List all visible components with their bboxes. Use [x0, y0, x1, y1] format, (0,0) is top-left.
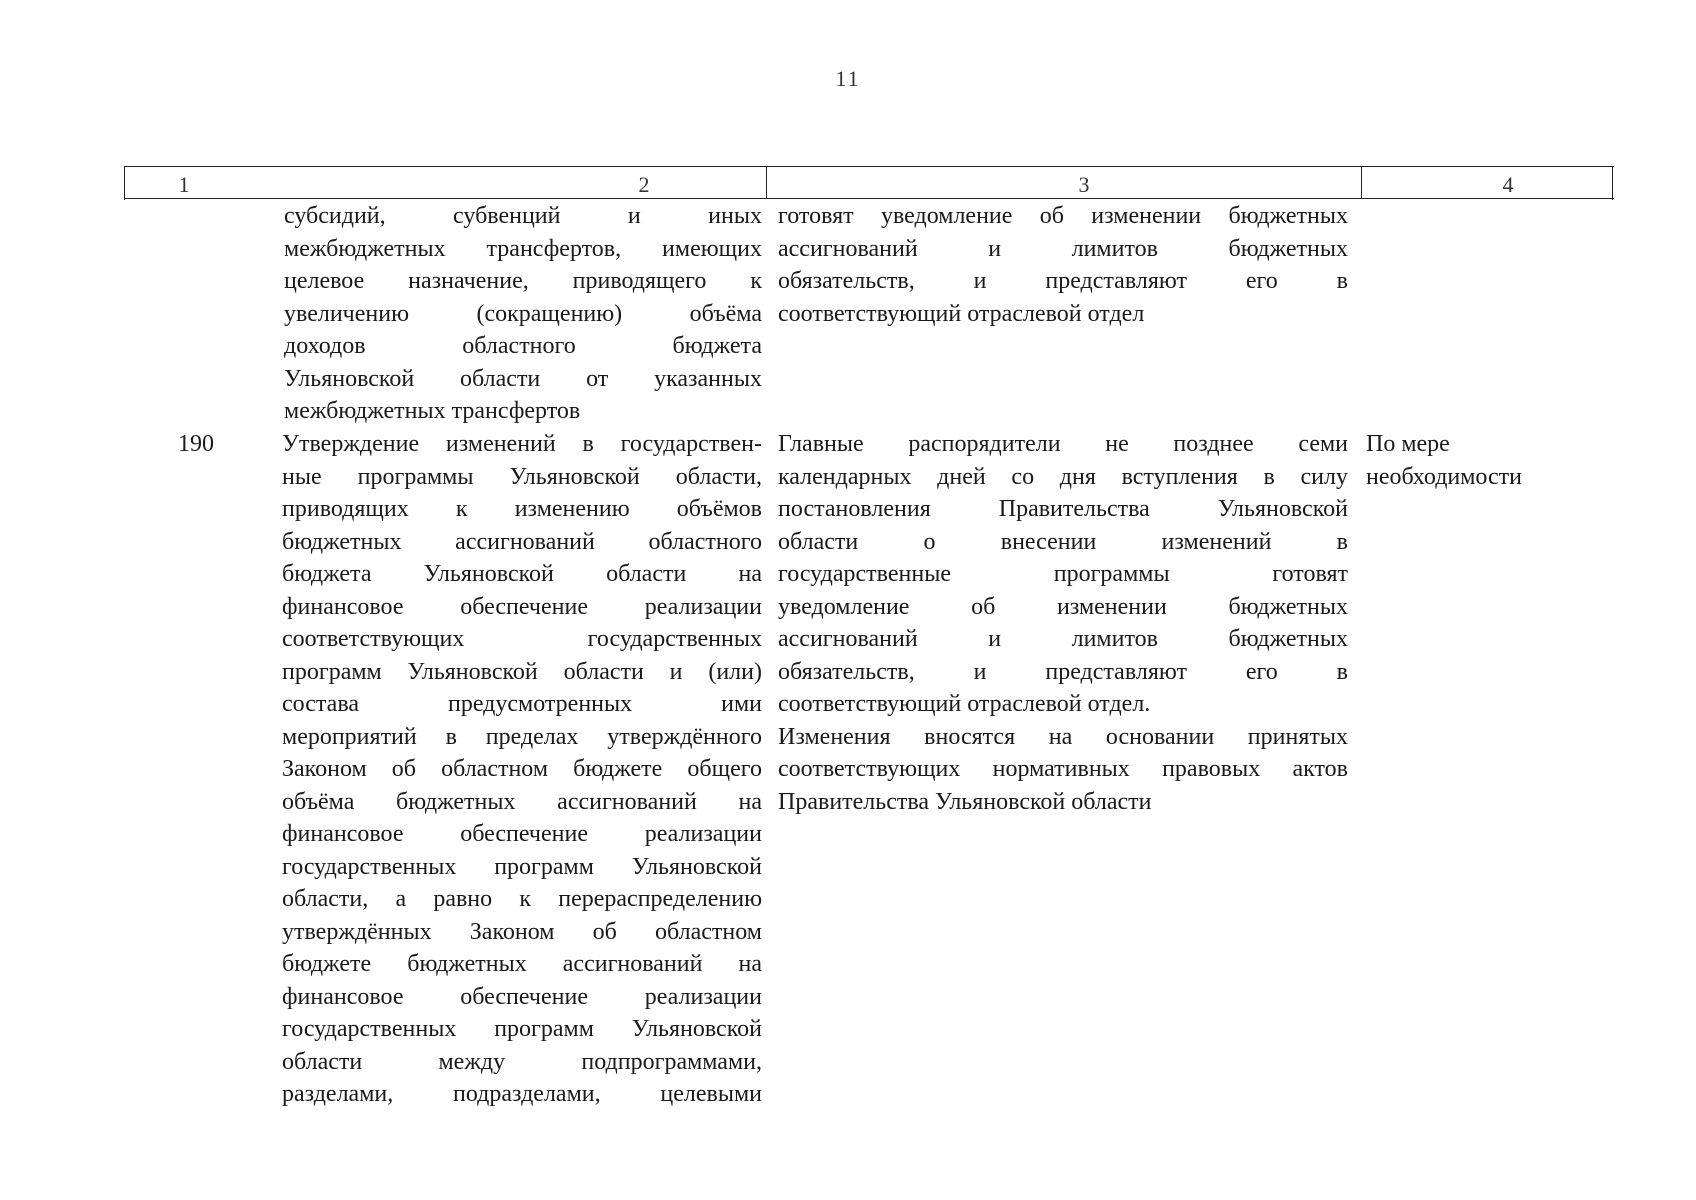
header-col-3: 3 [1078, 172, 1090, 197]
header-left-border [124, 166, 125, 200]
table-header-row [124, 166, 1614, 198]
text-line: финансовое обеспечение реализации [282, 983, 762, 1010]
text-line: обязательств, и представляют его в [778, 658, 1348, 685]
text-line: мероприятий в пределах утверждённого [282, 723, 762, 750]
text-line: соответствующий отраслевой отдел. [778, 691, 1151, 717]
text-line: увеличению (сокращению) объёма [284, 300, 762, 327]
page-number: 11 [835, 66, 861, 91]
text-line: области между подпрограммами, [282, 1048, 762, 1075]
row-190-col2 [282, 428, 762, 1111]
text-line: состава предусмотренных ими [282, 691, 762, 717]
text-line: соответствующих государственных [282, 626, 762, 652]
text-line: целевое назначение, приводящего к [284, 268, 762, 294]
text-line: обязательств, и представляют его в [778, 268, 1348, 294]
text-line: субсидий, субвенций и иных [284, 203, 762, 229]
text-line: государственные программы готовят [778, 561, 1348, 587]
text-line: соответствующий отраслевой отдел [778, 300, 1145, 327]
text-line: государственных программ Ульяновской [282, 1016, 762, 1042]
header-bottom-border [124, 198, 1614, 199]
text-line: необходимости [1366, 463, 1523, 490]
header-divider-2-3 [766, 166, 767, 198]
continued-row-col3 [778, 200, 1348, 330]
header-divider-3-4 [1361, 166, 1362, 198]
header-col-1: 1 [178, 172, 190, 197]
text-line: Главные распорядители не позднее семи [778, 431, 1348, 457]
header-top-border [124, 166, 1614, 167]
text-line: приводящих к изменению объёмов [282, 496, 762, 522]
text-line: уведомление об изменении бюджетных [778, 593, 1348, 620]
text-line: Ульяновской области от указанных [284, 365, 762, 392]
text-line: объёма бюджетных ассигнований на [282, 788, 762, 815]
text-line: бюджете бюджетных ассигнований на [282, 951, 762, 977]
row-190-col3 [778, 428, 1348, 818]
text-line: бюджета Ульяновской области на [282, 561, 762, 587]
text-line: Правительства Ульяновской области [778, 788, 1152, 815]
continued-row-col2 [284, 200, 762, 428]
text-line: ассигнований и лимитов бюджетных [778, 626, 1348, 652]
text-line: утверждённых Законом об областном [282, 918, 762, 945]
text-line: финансовое обеспечение реализации [282, 821, 762, 847]
text-line: календарных дней со дня вступления в силу [778, 463, 1348, 490]
text-line: доходов областного бюджета [284, 333, 762, 359]
text-line: Законом об областном бюджете общего [282, 756, 762, 782]
text-line: постановления Правительства Ульяновской [778, 496, 1348, 522]
text-line: Утверждение изменений в государствен- [282, 431, 762, 457]
text-line: государственных программ Ульяновской [282, 853, 762, 880]
row-190-number: 190 [178, 431, 214, 457]
text-line: ные программы Ульяновской области, [282, 463, 762, 490]
text-line: По мере [1366, 431, 1450, 457]
text-line: соответствующих нормативных правовых актов [778, 756, 1348, 782]
text-line: области, а равно к перераспределению [282, 886, 762, 912]
text-line: финансовое обеспечение реализации [282, 593, 762, 620]
text-line: разделами, подразделами, целевыми [282, 1081, 762, 1107]
text-line: программ Ульяновской области и (или) [282, 658, 762, 685]
text-line: области о внесении изменений в [778, 528, 1348, 555]
header-col-4: 4 [1502, 172, 1514, 197]
row-190-col4 [1366, 428, 1606, 493]
text-line: ассигнований и лимитов бюджетных [778, 235, 1348, 262]
text-line: межбюджетных трансфертов, имеющих [284, 235, 762, 262]
header-col-2: 2 [638, 172, 650, 197]
text-line: готовят уведомление об изменении бюджетных [778, 203, 1348, 229]
text-line: Изменения вносятся на основании принятых [778, 723, 1348, 750]
text-line: межбюджетных трансфертов [284, 398, 581, 424]
header-right-border [1612, 166, 1613, 200]
text-line: бюджетных ассигнований областного [282, 528, 762, 555]
